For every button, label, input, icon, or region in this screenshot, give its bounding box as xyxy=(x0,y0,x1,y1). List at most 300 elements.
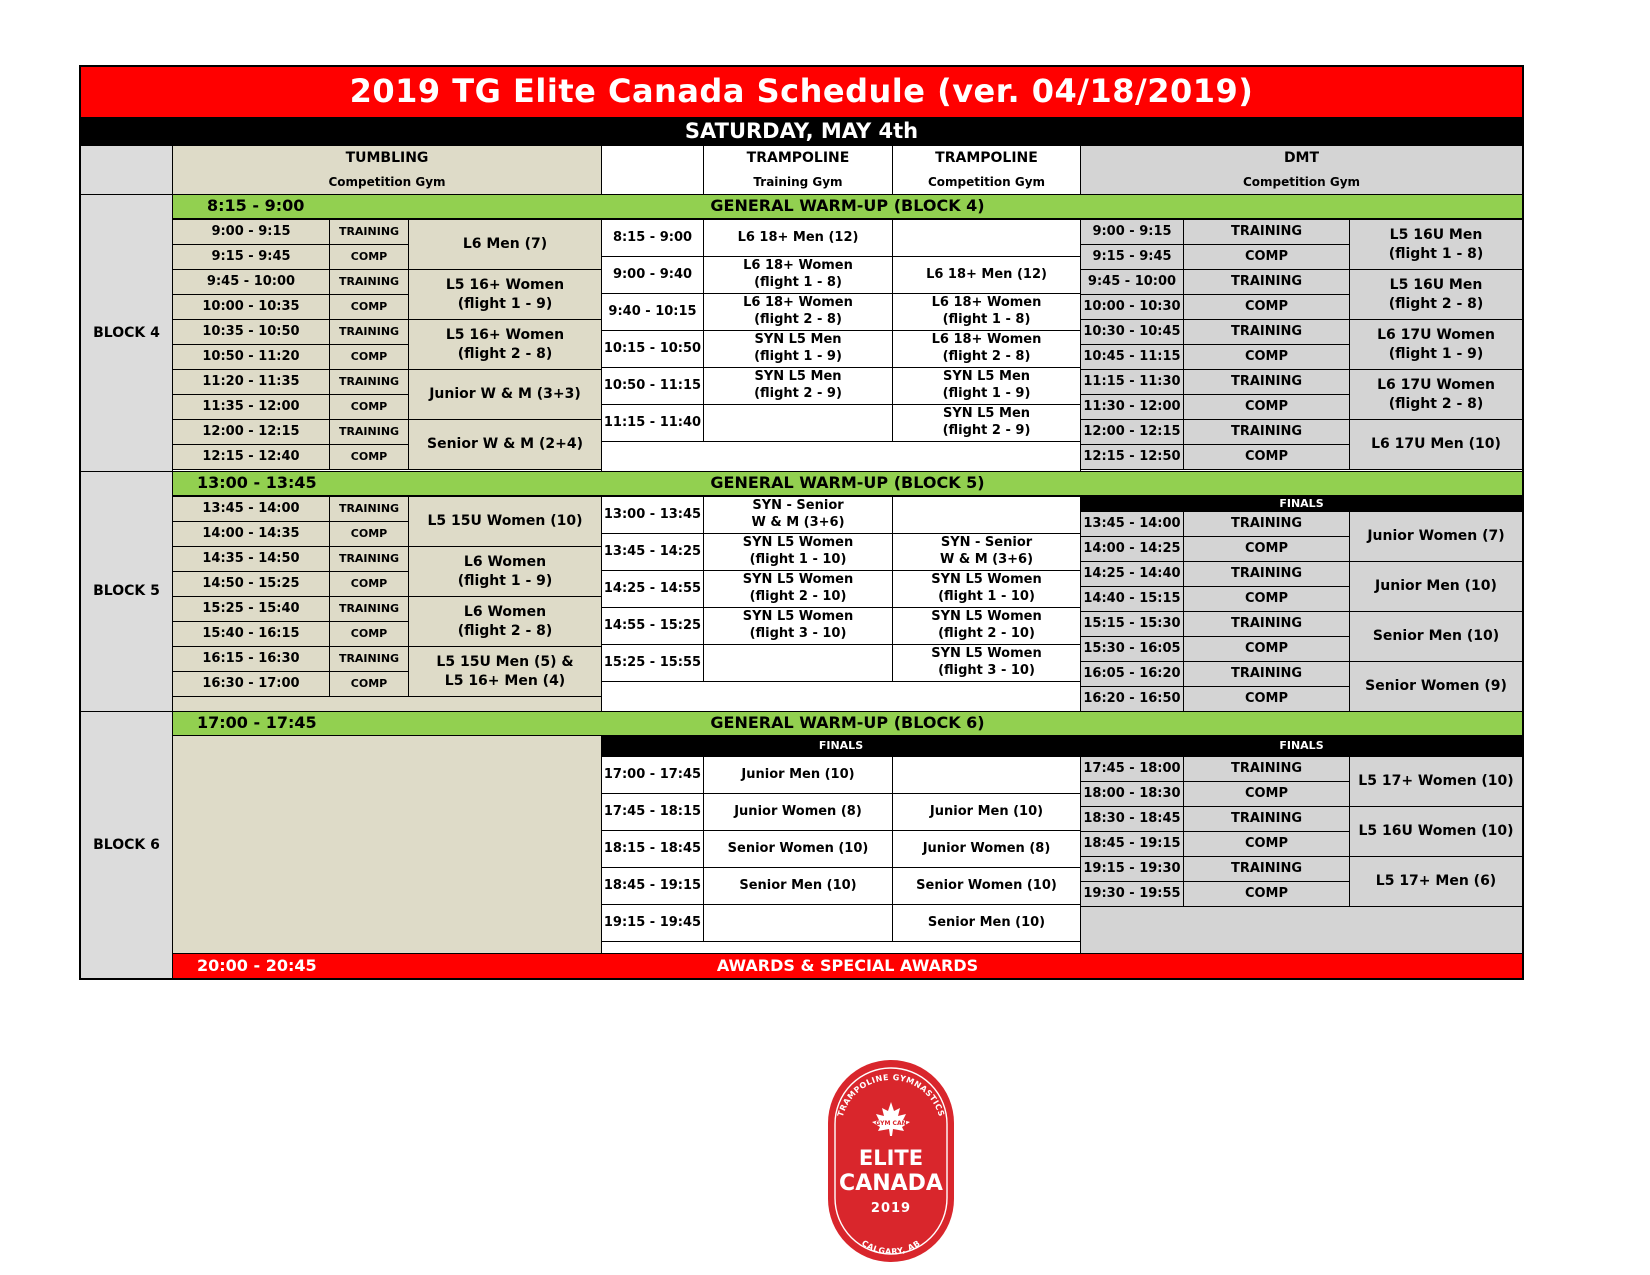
trampoline-time-text: 15:25 - 15:55 xyxy=(603,654,702,670)
tumbling-session-type xyxy=(329,294,409,320)
tumbling-time-text: 13:45 - 14:00 xyxy=(202,500,300,516)
dmt-event-text: (flight 1 - 8) xyxy=(1388,245,1484,262)
dmt-session-type xyxy=(1183,756,1350,782)
dmt-event-text: (flight 2 - 8) xyxy=(1388,295,1484,312)
tumbling-session-type-text: COMP xyxy=(350,526,388,540)
tumbling-session-type xyxy=(329,369,409,395)
trampoline-training-event-text: (flight 3 - 10) xyxy=(749,626,847,641)
trampoline-time-text: 14:25 - 14:55 xyxy=(603,580,702,596)
dmt-finals-header xyxy=(1080,735,1523,757)
dmt-event-text: L5 17+ Women (10) xyxy=(1358,773,1514,790)
warmup-label: GENERAL WARM-UP (BLOCK 5) xyxy=(710,473,985,493)
trampoline-competition-event-text: Senior Women (10) xyxy=(916,877,1057,893)
dmt-time xyxy=(1080,831,1184,857)
dmt-time-text: 18:45 - 19:15 xyxy=(1083,835,1181,851)
dmt-session-type-text: TRAINING xyxy=(1230,423,1303,439)
trampoline-competition-event xyxy=(892,404,1081,442)
trampoline-training-event xyxy=(703,219,893,257)
trampoline-competition-event-text: (flight 3 - 10) xyxy=(938,663,1035,678)
dmt-time xyxy=(1080,369,1184,395)
trampoline-training-event xyxy=(703,793,893,831)
tumbling-time xyxy=(172,319,330,345)
tumbling-time xyxy=(172,546,330,572)
tumbling-empty-block-6 xyxy=(172,735,602,954)
trampoline-competition-event-text: Junior Men (10) xyxy=(929,803,1044,819)
tumbling-session-type xyxy=(329,444,409,470)
tumbling-session-type-text: TRAINING xyxy=(338,601,400,615)
trampoline-competition-event xyxy=(892,867,1081,905)
trampoline-training-event-text: W & M (3+6) xyxy=(751,515,845,530)
logo-mark-text: GYM CAN xyxy=(875,1120,907,1127)
trampoline-training-event xyxy=(703,367,893,405)
dmt-session-type xyxy=(1183,511,1350,537)
dmt-time xyxy=(1080,586,1184,612)
trampoline-training-event-text: SYN L5 Men xyxy=(754,332,842,348)
trampoline-time xyxy=(601,496,704,534)
dmt-time xyxy=(1080,686,1184,712)
trampoline-training-event xyxy=(703,533,893,571)
dmt-time-text: 15:15 - 15:30 xyxy=(1083,615,1181,631)
dmt-session-type xyxy=(1183,369,1350,395)
dmt-session-type-text: TRAINING xyxy=(1230,323,1303,339)
tumbling-time-text: 9:00 - 9:15 xyxy=(211,223,291,239)
dmt-event-text: (flight 2 - 8) xyxy=(1388,395,1484,412)
tumbling-session-type-text: COMP xyxy=(350,299,388,313)
tumbling-event-text: L5 16+ Women xyxy=(445,277,565,294)
trampoline-competition-event-text: SYN L5 Men xyxy=(942,369,1031,385)
trampoline-competition-event-text: (flight 2 - 9) xyxy=(942,423,1031,438)
dmt-event-text: Senior Women (9) xyxy=(1365,678,1507,695)
tumbling-event-text: (flight 1 - 9) xyxy=(457,295,553,312)
trampoline-competition-event-text: Senior Men (10) xyxy=(927,914,1046,930)
tumbling-session-type-text: COMP xyxy=(350,676,388,690)
trampoline-time xyxy=(601,904,704,942)
tumbling-time xyxy=(172,621,330,647)
dmt-session-type-text: COMP xyxy=(1244,448,1289,464)
dmt-session-type-text: COMP xyxy=(1244,540,1289,556)
dmt-session-type-text: TRAINING xyxy=(1230,515,1303,531)
tumbling-session-type xyxy=(329,244,409,270)
dmt-session-type xyxy=(1183,219,1350,245)
dmt-session-type-text: COMP xyxy=(1244,398,1289,414)
trampoline-competition-event-text: SYN L5 Women xyxy=(931,646,1042,662)
tumbling-event xyxy=(408,419,602,470)
tumbling-time-text: 12:00 - 12:15 xyxy=(202,423,300,439)
dmt-time-text: 10:00 - 10:30 xyxy=(1083,298,1181,314)
dmt-time xyxy=(1080,781,1184,807)
dmt-time-text: 16:20 - 16:50 xyxy=(1083,690,1181,706)
trampoline-competition-event-text: (flight 1 - 9) xyxy=(942,386,1031,401)
tumbling-time xyxy=(172,244,330,270)
tumbling-time-text: 14:50 - 15:25 xyxy=(202,575,300,591)
header-dmt-venue: Competition Gym xyxy=(1242,175,1361,190)
trampoline-competition-event-text: (flight 2 - 8) xyxy=(942,349,1031,364)
tumbling-time xyxy=(172,294,330,320)
dmt-time-text: 9:00 - 9:15 xyxy=(1092,223,1172,239)
tumbling-time-text: 15:25 - 15:40 xyxy=(202,600,300,616)
trampoline-training-event xyxy=(703,496,893,534)
tumbling-session-type-text: TRAINING xyxy=(338,424,400,438)
trampoline-competition-event xyxy=(892,367,1081,405)
trampoline-time xyxy=(601,533,704,571)
trampoline-competition-event-text: SYN L5 Women xyxy=(931,609,1042,625)
tumbling-event-text: L5 15U Men (5) & xyxy=(436,654,574,671)
dmt-session-type xyxy=(1183,419,1350,445)
header-trampoline-competition-name: TRAMPOLINE xyxy=(935,150,1038,167)
dmt-session-type xyxy=(1183,661,1350,687)
dmt-session-type-text: COMP xyxy=(1244,298,1289,314)
header-dmt-name: DMT xyxy=(1283,150,1320,167)
dmt-session-type-text: TRAINING xyxy=(1230,273,1303,289)
dmt-time xyxy=(1080,294,1184,320)
tumbling-session-type xyxy=(329,496,409,522)
header-tumbling-venue: Competition Gym xyxy=(328,175,446,190)
dmt-finals-header-text: FINALS xyxy=(1279,738,1324,752)
trampoline-training-event-text: L6 18+ Women xyxy=(743,258,853,274)
tumbling-event-text: L5 15U Women (10) xyxy=(427,513,583,530)
dmt-session-type-text: TRAINING xyxy=(1230,373,1303,389)
dmt-time xyxy=(1080,561,1184,587)
dmt-session-type xyxy=(1183,344,1350,370)
tumbling-session-type-text: TRAINING xyxy=(338,324,400,338)
tumbling-session-type xyxy=(329,521,409,547)
tumbling-time-text: 10:35 - 10:50 xyxy=(202,323,300,339)
dmt-time-text: 9:15 - 9:45 xyxy=(1092,248,1172,264)
tumbling-session-type xyxy=(329,571,409,597)
dmt-session-type xyxy=(1183,561,1350,587)
trampoline-competition-event-text: (flight 1 - 10) xyxy=(938,589,1035,604)
tumbling-time xyxy=(172,369,330,395)
header-trampoline-competition-venue: Competition Gym xyxy=(927,175,1046,190)
header-tramp-time-blank xyxy=(601,145,704,195)
tumbling-event-text: (flight 2 - 8) xyxy=(457,622,553,639)
awards-label: AWARDS & SPECIAL AWARDS xyxy=(716,955,979,975)
header-tumbling-name: TUMBLING xyxy=(345,150,429,167)
dmt-session-type xyxy=(1183,611,1350,637)
dmt-event xyxy=(1349,419,1523,470)
dmt-event xyxy=(1349,856,1523,907)
block-label-5: BLOCK 5 xyxy=(80,471,173,712)
warmup-time: 17:00 - 17:45 xyxy=(197,713,317,733)
dmt-time xyxy=(1080,611,1184,637)
trampoline-competition-event-text: (flight 1 - 8) xyxy=(942,312,1031,327)
trampoline-training-event-text: Junior Men (10) xyxy=(741,766,855,782)
dmt-time xyxy=(1080,806,1184,832)
trampoline-time xyxy=(601,756,704,794)
trampoline-time xyxy=(601,570,704,608)
tumbling-session-type-text: COMP xyxy=(350,249,388,263)
trampoline-time-text: 17:45 - 18:15 xyxy=(603,803,702,819)
dmt-session-type-text: TRAINING xyxy=(1230,665,1303,681)
trampoline-time xyxy=(601,219,704,257)
tumbling-event xyxy=(408,219,602,270)
tumbling-session-type xyxy=(329,621,409,647)
dmt-session-type-text: COMP xyxy=(1244,885,1289,901)
trampoline-competition-event-text: SYN - Senior xyxy=(940,535,1033,551)
dmt-time xyxy=(1080,756,1184,782)
dmt-session-type xyxy=(1183,831,1350,857)
dmt-session-type xyxy=(1183,881,1350,907)
dmt-session-type xyxy=(1183,806,1350,832)
trampoline-training-event-text: (flight 1 - 8) xyxy=(754,275,842,290)
trampoline-competition-event xyxy=(892,607,1081,645)
dmt-time-text: 14:25 - 14:40 xyxy=(1083,565,1181,581)
trampoline-training-event-text: L6 18+ Men (12) xyxy=(737,229,859,245)
trampoline-time-text: 18:45 - 19:15 xyxy=(603,877,702,893)
logo-bottom-arc-text: CALGARY, AB xyxy=(859,1238,923,1257)
dmt-event-text: Junior Women (7) xyxy=(1367,528,1505,545)
tumbling-time-text: 16:15 - 16:30 xyxy=(202,650,300,666)
trampoline-competition-event xyxy=(892,533,1081,571)
trampoline-training-event xyxy=(703,293,893,331)
tumbling-session-type xyxy=(329,269,409,295)
dmt-session-type-text: COMP xyxy=(1244,785,1289,801)
trampoline-training-event xyxy=(703,607,893,645)
trampoline-competition-event xyxy=(892,570,1081,608)
tumbling-session-type-text: COMP xyxy=(350,349,388,363)
dmt-time-text: 19:15 - 19:30 xyxy=(1083,860,1181,876)
tumbling-time xyxy=(172,394,330,420)
dmt-event-text: L6 17U Men (10) xyxy=(1371,436,1501,453)
trampoline-time-text: 9:00 - 9:40 xyxy=(612,266,693,282)
tumbling-time-text: 12:15 - 12:40 xyxy=(202,448,300,464)
tumbling-event xyxy=(408,319,602,370)
tumbling-time xyxy=(172,521,330,547)
trampoline-training-event xyxy=(703,830,893,868)
dmt-event xyxy=(1349,806,1523,857)
dmt-event xyxy=(1349,611,1523,662)
tumbling-session-type xyxy=(329,596,409,622)
dmt-time xyxy=(1080,269,1184,295)
tumbling-session-type xyxy=(329,419,409,445)
header-trampoline-competition xyxy=(892,145,1081,195)
warmup-label: GENERAL WARM-UP (BLOCK 6) xyxy=(710,713,985,733)
tumbling-time-text: 14:00 - 14:35 xyxy=(202,525,300,541)
trampoline-time xyxy=(601,256,704,294)
trampoline-competition-event-text: W & M (3+6) xyxy=(939,552,1034,567)
trampoline-time xyxy=(601,644,704,682)
tumbling-session-type xyxy=(329,319,409,345)
tumbling-time xyxy=(172,269,330,295)
dmt-time-text: 12:00 - 12:15 xyxy=(1083,423,1181,439)
trampoline-time xyxy=(601,367,704,405)
dmt-event-text: (flight 1 - 9) xyxy=(1388,345,1484,362)
dmt-event-text: Junior Men (10) xyxy=(1375,578,1497,595)
dmt-event xyxy=(1349,511,1523,562)
dmt-time-text: 9:45 - 10:00 xyxy=(1087,273,1177,289)
dmt-time xyxy=(1080,511,1184,537)
dmt-time xyxy=(1080,394,1184,420)
tumbling-time xyxy=(172,219,330,245)
tumbling-session-type xyxy=(329,394,409,420)
dmt-event-text: L5 16U Women (10) xyxy=(1358,823,1514,840)
trampoline-competition-event xyxy=(892,756,1081,794)
tumbling-time xyxy=(172,646,330,672)
dmt-time-text: 11:15 - 11:30 xyxy=(1083,373,1181,389)
trampoline-training-event-text: SYN L5 Women xyxy=(742,609,854,625)
dmt-event xyxy=(1349,219,1523,270)
dmt-session-type xyxy=(1183,319,1350,345)
tumbling-session-type-text: COMP xyxy=(350,626,388,640)
logo-top-arc-text: TRAMPOLINE GYMNASTICS xyxy=(835,1072,947,1118)
trampoline-finals-header xyxy=(601,735,1081,757)
tumbling-time xyxy=(172,419,330,445)
trampoline-time xyxy=(601,330,704,368)
trampoline-time-text: 8:15 - 9:00 xyxy=(612,229,693,245)
dmt-time-text: 14:00 - 14:25 xyxy=(1083,540,1181,556)
trampoline-training-event-text: SYN - Senior xyxy=(752,498,844,514)
dmt-event xyxy=(1349,319,1523,370)
dmt-time-text: 17:45 - 18:00 xyxy=(1083,760,1181,776)
elite-canada-logo xyxy=(826,1058,956,1264)
header-trampoline-training-name: TRAMPOLINE xyxy=(746,150,850,167)
trampoline-competition-event-text: (flight 2 - 10) xyxy=(938,626,1035,641)
dmt-session-type xyxy=(1183,781,1350,807)
trampoline-training-event-text: (flight 2 - 10) xyxy=(749,589,847,604)
warmup-row-block-5 xyxy=(172,471,1523,496)
block-label-4: BLOCK 4 xyxy=(80,194,173,472)
dmt-time xyxy=(1080,344,1184,370)
dmt-time-text: 15:30 - 16:05 xyxy=(1083,640,1181,656)
tumbling-event xyxy=(408,496,602,547)
tumbling-session-type-text: COMP xyxy=(350,449,388,463)
dmt-time xyxy=(1080,219,1184,245)
dmt-time xyxy=(1080,319,1184,345)
trampoline-time-text: 10:50 - 11:15 xyxy=(603,377,702,393)
dmt-session-type-text: TRAINING xyxy=(1230,860,1303,876)
dmt-time-text: 18:00 - 18:30 xyxy=(1083,785,1181,801)
block-label-6: BLOCK 6 xyxy=(80,711,173,979)
tumbling-time xyxy=(172,344,330,370)
dmt-event-text: L6 17U Women xyxy=(1377,377,1495,394)
trampoline-time xyxy=(601,293,704,331)
dmt-session-type-text: COMP xyxy=(1244,248,1289,264)
dmt-event-text: L6 17U Women xyxy=(1377,327,1495,344)
dmt-session-type xyxy=(1183,856,1350,882)
trampoline-training-event-text: (flight 1 - 9) xyxy=(754,349,842,364)
tumbling-time-text: 14:35 - 14:50 xyxy=(202,550,300,566)
trampoline-competition-event-text: SYN L5 Men xyxy=(942,406,1031,422)
tumbling-event-text: L6 Men (7) xyxy=(462,236,548,253)
tumbling-time-text: 11:20 - 11:35 xyxy=(202,373,300,389)
tumbling-event-text: Senior W & M (2+4) xyxy=(427,436,583,453)
warmup-time: 13:00 - 13:45 xyxy=(197,473,317,493)
tumbling-event xyxy=(408,646,602,697)
trampoline-competition-event xyxy=(892,256,1081,294)
dmt-session-type-text: TRAINING xyxy=(1230,760,1303,776)
header-trampoline-training-venue: Training Gym xyxy=(753,175,843,190)
dmt-empty-fill xyxy=(1080,906,1523,954)
dmt-time xyxy=(1080,536,1184,562)
header-blank-cell xyxy=(80,145,173,195)
trampoline-time xyxy=(601,867,704,905)
trampoline-finals-header-text: FINALS xyxy=(818,738,864,752)
tumbling-event xyxy=(408,546,602,597)
trampoline-time-text: 14:55 - 15:25 xyxy=(603,617,702,633)
trampoline-competition-event xyxy=(892,644,1081,682)
warmup-time: 8:15 - 9:00 xyxy=(207,196,305,216)
dmt-session-type xyxy=(1183,269,1350,295)
tumbling-empty-fill xyxy=(172,696,602,712)
trampoline-training-event-text: Senior Men (10) xyxy=(739,877,857,893)
trampoline-time xyxy=(601,404,704,442)
header-trampoline-training xyxy=(703,145,893,195)
dmt-event-text: L5 16U Men xyxy=(1389,227,1483,244)
dmt-time xyxy=(1080,856,1184,882)
trampoline-training-event xyxy=(703,330,893,368)
trampoline-training-event xyxy=(703,867,893,905)
tumbling-event-text: L6 Women xyxy=(463,554,547,571)
tumbling-session-type xyxy=(329,219,409,245)
warmup-row-block-6 xyxy=(172,711,1523,736)
dmt-time-text: 18:30 - 18:45 xyxy=(1083,810,1181,826)
dmt-finals-header xyxy=(1080,496,1523,512)
dmt-time-text: 16:05 - 16:20 xyxy=(1083,665,1181,681)
trampoline-competition-event xyxy=(892,219,1081,257)
awards-time: 20:00 - 20:45 xyxy=(197,955,317,975)
dmt-session-type xyxy=(1183,244,1350,270)
trampoline-training-event xyxy=(703,256,893,294)
trampoline-competition-event-text: SYN L5 Women xyxy=(931,572,1042,588)
dmt-time-text: 19:30 - 19:55 xyxy=(1083,885,1181,901)
dmt-session-type xyxy=(1183,636,1350,662)
dmt-time-text: 13:45 - 14:00 xyxy=(1083,515,1181,531)
dmt-session-type xyxy=(1183,586,1350,612)
trampoline-competition-event-text: L6 18+ Women xyxy=(931,332,1042,348)
tumbling-event xyxy=(408,596,602,647)
trampoline-training-event-text: Senior Women (10) xyxy=(727,840,869,856)
header-dmt xyxy=(1080,145,1523,195)
dmt-time-text: 10:30 - 10:45 xyxy=(1083,323,1181,339)
trampoline-training-event-text: (flight 2 - 9) xyxy=(754,386,842,401)
logo-line1: ELITE xyxy=(858,1146,924,1170)
dmt-event xyxy=(1349,756,1523,807)
dmt-session-type-text: COMP xyxy=(1244,348,1289,364)
trampoline-training-event xyxy=(703,904,893,942)
trampoline-empty-fill xyxy=(601,681,1081,712)
trampoline-training-event-text: (flight 1 - 10) xyxy=(749,552,847,567)
tumbling-session-type-text: TRAINING xyxy=(338,501,400,515)
dmt-event-text: L5 17+ Men (6) xyxy=(1375,873,1497,890)
tumbling-session-type xyxy=(329,646,409,672)
dmt-time xyxy=(1080,419,1184,445)
trampoline-training-event xyxy=(703,644,893,682)
dmt-time xyxy=(1080,881,1184,907)
dmt-session-type-text: TRAINING xyxy=(1230,223,1303,239)
tumbling-session-type-text: COMP xyxy=(350,576,388,590)
tumbling-time-text: 9:45 - 10:00 xyxy=(206,273,296,289)
trampoline-competition-event xyxy=(892,496,1081,534)
trampoline-competition-event xyxy=(892,904,1081,942)
dmt-time xyxy=(1080,661,1184,687)
trampoline-time xyxy=(601,607,704,645)
tumbling-event xyxy=(408,269,602,320)
trampoline-training-event xyxy=(703,756,893,794)
dmt-session-type-text: COMP xyxy=(1244,640,1289,656)
trampoline-time-text: 18:15 - 18:45 xyxy=(603,840,702,856)
day-banner: SATURDAY, MAY 4th xyxy=(80,117,1523,146)
dmt-event xyxy=(1349,561,1523,612)
tumbling-time-text: 10:00 - 10:35 xyxy=(202,298,300,314)
dmt-time xyxy=(1080,636,1184,662)
tumbling-time xyxy=(172,496,330,522)
dmt-session-type xyxy=(1183,686,1350,712)
trampoline-time-text: 13:45 - 14:25 xyxy=(603,543,702,559)
tumbling-event-text: L6 Women xyxy=(463,604,547,621)
dmt-session-type-text: COMP xyxy=(1244,835,1289,851)
trampoline-empty-fill xyxy=(601,441,1081,472)
warmup-row-block-4 xyxy=(172,194,1523,219)
